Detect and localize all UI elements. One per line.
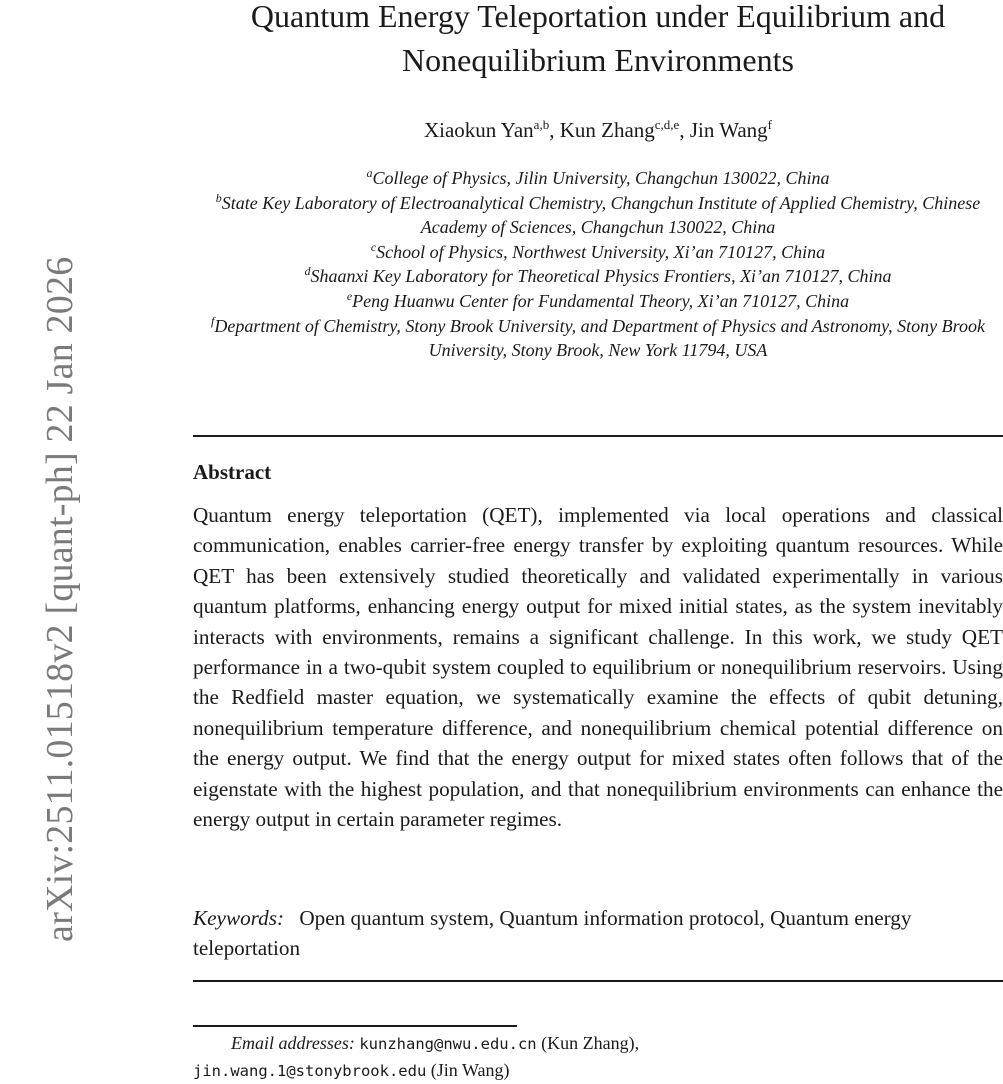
email-owner-kun-zhang: (Kun Zhang), — [541, 1033, 640, 1053]
author-affiliation-mark: f — [767, 117, 773, 132]
footnote-line-2 — [193, 1057, 1003, 1084]
keywords-text: Open quantum system, Quantum information protocol, Quantum energy teleportation — [193, 906, 912, 961]
author-affiliation-mark: c,d,e — [654, 117, 680, 132]
title-line-2: Nonequilibrium Environments — [402, 42, 794, 78]
affiliation-text: School of Physics, Northwest University, Xi’an 710127, China — [376, 241, 826, 262]
author-separator: , — [679, 118, 690, 142]
affiliation-mark: f — [211, 313, 215, 328]
email-link-kun-zhang[interactable]: kunzhang@nwu.edu.cn — [359, 1035, 537, 1053]
affiliation-item — [193, 240, 1003, 265]
email-owner-jin-wang: (Jin Wang) — [430, 1060, 510, 1080]
abstract-heading: Abstract — [193, 460, 272, 484]
footnote-line-1 — [193, 1030, 1003, 1057]
affiliation-text: Peng Huanwu Center for Fundamental Theory, Xi’an 710127, China — [352, 290, 850, 311]
affiliation-text: Department of Chemistry, Stony Brook University, and Department of Physics and Astronomy, Stony Brook University, Stony Brook, New York 11794, USA — [214, 315, 985, 361]
abstract-body: Quantum energy teleportation (QET), implemented via local operations and classical communication, enables carrier-free energy transfer by exploiting quantum resources. While QET has been extensively studied theoretically and validated experimentally in various quantum platforms, enhancing energy output for mixed initial states, as the system inevitably interacts with environments, remains a significant challenge. In this work, we study QET performance in a two-qubit system coupled to equilibrium or nonequilibrium reservoirs. Using the Redfield master equation, we systematically examine the effects of qubit detuning, nonequilibrium temperature difference, and nonequilibrium chemical potential difference on the energy output. We find that the energy output for mixed states often follows that of the eigenstate with the highest population, and that nonequilibrium environments can enhance the energy output in certain parameter regimes. — [193, 503, 1003, 832]
affiliation-mark: a — [366, 166, 373, 180]
footnote-rule — [193, 1025, 517, 1027]
affiliation-item — [193, 314, 1003, 363]
affiliation-item — [193, 289, 1003, 314]
keywords — [193, 903, 1003, 964]
email-footnote — [193, 1030, 1003, 1084]
footnote-label: Email addresses: — [231, 1033, 355, 1053]
keywords-label: Keywords: — [193, 906, 285, 930]
author-name: Xiaokun Yan — [423, 118, 534, 142]
affiliation-mark: d — [304, 264, 311, 279]
author-name: Jin Wang — [689, 118, 768, 142]
arxiv-identifier-stamp: arXiv:2511.01518v2 [quant-ph] 22 Jan 2026 — [39, 256, 81, 942]
abstract-top-rule — [193, 435, 1003, 437]
paper-title — [193, 0, 1003, 82]
author-list — [193, 116, 1003, 144]
affiliation-item — [193, 191, 1003, 240]
affiliation-mark: b — [215, 190, 222, 205]
author-name: Kun Zhang — [559, 118, 655, 142]
email-link-jin-wang[interactable]: jin.wang.1@stonybrook.edu — [193, 1062, 427, 1080]
affiliation-item — [193, 264, 1003, 289]
affiliation-text: College of Physics, Jilin University, Changchun 130022, China — [372, 168, 830, 188]
abstract-bottom-rule — [193, 980, 1003, 982]
affiliation-mark: c — [370, 239, 377, 254]
affiliation-text: State Key Laboratory of Electroanalytical Chemistry, Changchun Institute of Applied Chemistry, Chinese Academy of Sciences, Changchun 130022, China — [221, 192, 981, 238]
affiliation-item — [193, 166, 1003, 191]
affiliation-mark: e — [346, 288, 353, 303]
title-line-1: Quantum Energy Teleportation under Equilibrium and — [250, 0, 946, 34]
author-separator: , — [549, 118, 560, 142]
affiliation-list — [193, 166, 1003, 363]
affiliation-text: Shaanxi Key Laboratory for Theoretical Physics Frontiers, Xi’an 710127, China — [310, 266, 892, 287]
author-affiliation-mark: a,b — [533, 117, 550, 132]
